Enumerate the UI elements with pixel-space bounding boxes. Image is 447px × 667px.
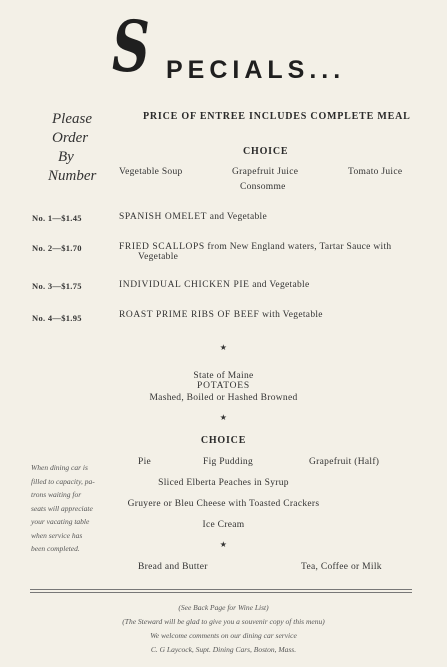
star-divider-icon: ★ [219, 343, 228, 352]
order-note-line-1: Please [52, 111, 92, 127]
consomme-option: Consomme [240, 182, 286, 192]
entree-desc-continued: Vegetable [138, 252, 179, 262]
star-divider-icon: ★ [219, 540, 228, 549]
entree-name: INDIVIDUAL CHICKEN PIE [119, 280, 250, 290]
side-note-line: when service has [31, 530, 83, 540]
entree-item [119, 212, 267, 222]
entree-name: SPANISH OMELET [119, 212, 208, 222]
entree-name: ROAST PRIME RIBS OF BEEF [119, 310, 260, 320]
divider-rule [30, 589, 412, 590]
title-initial-letter: S [112, 5, 150, 88]
pie-option: Pie [138, 457, 152, 467]
grapefruit-juice-option: Grapefruit Juice [232, 167, 299, 177]
entree-number: No. 4—$1.95 [32, 313, 82, 323]
entree-desc: from New England waters, Tartar Sauce with [204, 242, 392, 252]
side-note-line: When dining car is [31, 463, 88, 472]
side-note-line: seats will appreciate [31, 503, 93, 513]
meal-subtitle: PRICE OF ENTREE INCLUDES COMPLETE MEAL [143, 111, 411, 122]
ice-cream-option: Ice Cream [202, 520, 245, 530]
choice-heading-2: CHOICE [200, 435, 247, 446]
entree-number: No. 2—$1.70 [32, 243, 82, 253]
footer-signature: C. G Laycock, Supt. Dining Cars, Boston, Mass. [150, 645, 297, 654]
divider-rule [30, 592, 412, 593]
star-divider-icon: ★ [219, 413, 228, 422]
cheese-option: Gruyere or Bleu Cheese with Toasted Crackers [127, 499, 320, 509]
entree-desc: and Vegetable [207, 212, 267, 222]
side-note [31, 461, 111, 556]
choice-heading-1: CHOICE [243, 146, 289, 157]
entree-item [119, 310, 323, 320]
entree-number: No. 3—$1.75 [32, 281, 82, 291]
potatoes-heading: POTATOES [197, 381, 250, 391]
soup-option: Vegetable Soup [119, 167, 183, 177]
bread-butter: Bread and Butter [138, 562, 208, 572]
page-title: PECIALS... [166, 56, 346, 84]
order-note-line-4: Number [48, 168, 97, 184]
side-note-line: filled to capacity, pa- [31, 476, 95, 486]
side-note-line: trons waiting for [31, 490, 82, 499]
entree-desc: and Vegetable [249, 280, 310, 290]
potatoes-origin: State of Maine [193, 371, 254, 381]
entree-item [119, 280, 309, 290]
order-note-line-3: By [58, 149, 74, 165]
beverages: Tea, Coffee or Milk [301, 562, 382, 572]
footer-souvenir: (The Steward will be glad to give you a souvenir copy of this menu) [122, 617, 325, 626]
side-note-line: been completed. [31, 544, 80, 553]
tomato-juice-option: Tomato Juice [348, 167, 403, 177]
footer-comments: We welcome comments on our dining car service [150, 631, 297, 640]
peaches-option: Sliced Elberta Peaches in Syrup [158, 478, 289, 488]
entree-name: FRIED SCALLOPS [119, 242, 205, 252]
footer-wine-list: (See Back Page for Wine List) [178, 603, 269, 612]
order-note-line-2: Order [52, 130, 89, 146]
potatoes-options: Mashed, Boiled or Hashed Browned [149, 393, 298, 403]
entree-number: No. 1—$1.45 [32, 213, 82, 223]
entree-item [119, 242, 391, 252]
side-note-line: your vacating table [31, 517, 90, 526]
entree-desc: with Vegetable [259, 310, 323, 320]
fig-pudding-option: Fig Pudding [203, 457, 254, 467]
grapefruit-half-option: Grapefruit (Half) [309, 457, 380, 467]
